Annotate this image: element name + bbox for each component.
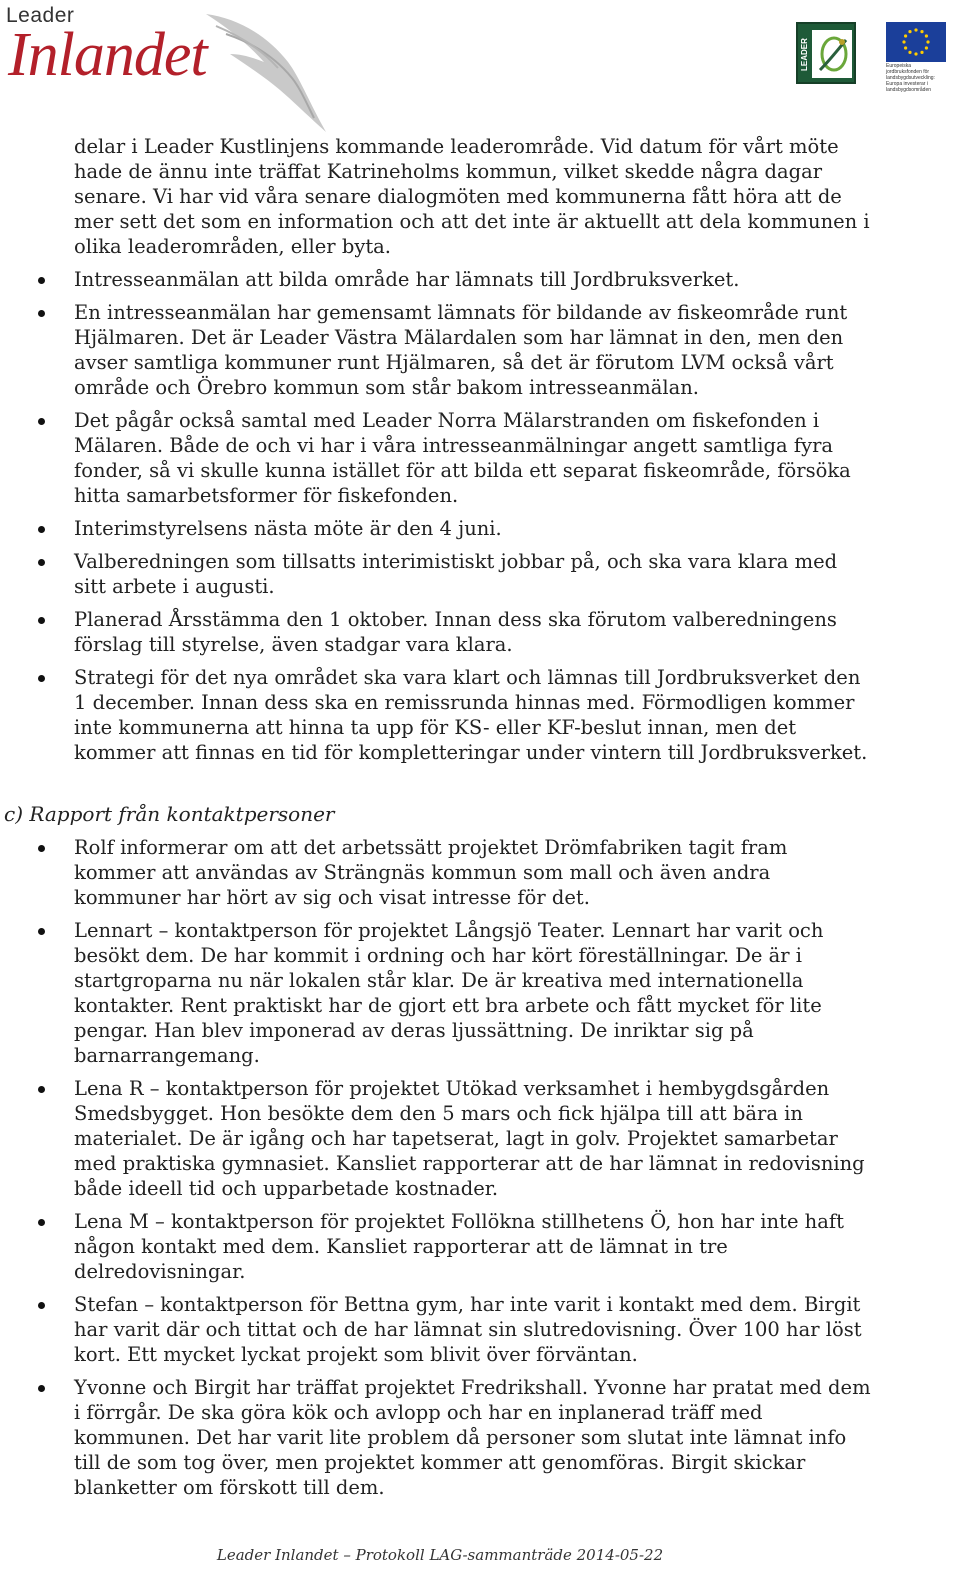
list-item [74,607,874,657]
list-item-text: Planerad Årsstämma den 1 oktober. Innan dess ska förutom valberedningens förslag till styrelse, även stadgar vara klara. [74,608,837,656]
bullet-dot-icon [38,1302,45,1309]
bullet-list-c [0,835,960,1500]
list-item [74,549,874,599]
intro-paragraph: delar i Leader Kustlinjens kommande leaderområde. Vid datum för vårt möte hade de ännu inte träffat Katrineholms kommun, vilket skedde några dagar senare. Vi har vid våra senare dialogmöten med kommunerna fått höra att de mer sett det som en information och att det inte är aktuellt att dela kommunen i olika leaderområden, eller byta. [74,135,870,258]
bullet-dot-icon [38,526,45,533]
leader-emblem [812,30,852,78]
list-item-text: Lena R – kontaktperson för projektet Utökad verksamhet i hembygdsgården Smedsbygget. Hon besökte dem den 5 mars och fick hjälpa till att bära in materialet. De är igång och har tapetserat, lagt in golv. Projektet samarbetar med praktiska gymnasiet. Kansliet rapporterar att de har lämnat in redovisning både ideell tid och upparbetade kostnader. [74,1077,865,1200]
leader-badge-label: LEADER [800,38,809,72]
section-heading: c) Rapport från kontaktpersoner [4,802,335,826]
bullet-dot-icon [38,928,45,935]
list-item-text: Valberedningen som tillsatts interimistiskt jobbar på, och ska vara klara med sitt arbete i augusti. [74,550,838,598]
list-item-text: Lennart – kontaktperson för projektet Långsjö Teater. Lennart har varit och besökt dem. De har kommit i ordning och har kört föreställningar. De är i startgroparna nu när lokalen står klar. De är kreativa med internationella kontakter. Rent praktiskt har de gjort ett bra arbete och fått mycket för lite pengar. Han blev imponerad av deras ljussättning. De inriktar sig på barnarrangemang. [74,919,824,1067]
leader-logo-icon [796,22,856,84]
bullet-list-a [0,267,960,765]
list-item-text: En intresseanmälan har gemensamt lämnats för bildande av fiskeområde runt Hjälmaren. Det är Leader Västra Mälardalen som har lämnat in den, men den avser samtliga kommuner runt Hjälmaren, så det är förutom LVM också vårt område och Örebro kommun som står bakom intresseanmälan. [74,301,848,399]
document-body [0,134,960,1500]
list-item [74,1076,874,1201]
list-item-text: Rolf informerar om att det arbetssätt projektet Drömfabriken tagit fram kommer att användas av Strängnäs kommun som mall och även andra kommuner har hört av sig och visat intresse för det. [74,836,788,909]
list-item [74,918,874,1068]
list-item-text: Lena M – kontaktperson för projektet Follökna stillhetens Ö, hon har inte haft någon kontakt med dem. Kansliet rapporterar att de lämnat in tre delredovisningar. [74,1210,844,1283]
list-item-text: Stefan – kontaktperson för Bettna gym, har inte varit i kontakt med dem. Birgit har varit där och tittat och de har lämnat sin slutredovisning. Över 100 har löst kort. Ett mycket lyckat projekt som blivit över förväntan. [74,1293,862,1366]
bullet-dot-icon [38,559,45,566]
list-item [74,408,874,508]
list-item-text: Strategi för det nya området ska vara klart och lämnas till Jordbruksverket den 1 december. Innan dess ska en remissrunda hinnas med. Förmodligen kommer inte kommunerna att hinna ta upp för KS- eller KF-beslut innan, men det kommer att finnas en tid för kompletteringar under vintern till Jordbruksverket. [74,666,868,764]
eagle-icon [196,4,336,138]
list-item [74,267,874,292]
eu-stars-icon [886,22,946,62]
eu-fund-text: Europeiska jordbruksfonden för landsbygdsutveckling: Europa investerar i landsbygdsområden [886,63,935,93]
list-item [74,665,874,765]
list-item [74,516,874,541]
bullet-dot-icon [38,845,45,852]
bullet-dot-icon [38,617,45,624]
leader-emblem-icon [812,30,852,78]
bullet-dot-icon [38,277,45,284]
bullet-dot-icon [38,1086,45,1093]
list-item-text: Yvonne och Birgit har träffat projektet Fredrikshall. Yvonne har pratat med dem i förrgår. De ska göra kök och avlopp och har en inplanerad träff med kommunen. Det har varit lite problem då personer som slutat inte lämnat info till de som tog över, men projektet kommer att genomföras. Birgit skickar blanketter om förskott till dem. [74,1376,871,1499]
list-item-text: Det pågår också samtal med Leader Norra Mälarstranden om fiskefonden i Mälaren. Både de och vi har i våra intresseanmälningar angett samtliga fyra fonder, så vi skulle kunna istället för att bilda ett separat fiskeområde, försöka hitta samarbetsformer för fiskefonden. [74,409,851,507]
list-item [74,300,874,400]
bullet-dot-icon [38,310,45,317]
bullet-dot-icon [38,675,45,682]
list-item [74,835,874,910]
logo-inlandet-text: Inlandet [8,21,207,89]
bullet-dot-icon [38,418,45,425]
page-footer: Leader Inlandet – Protokoll LAG-sammanträde 2014-05-22 [216,1546,664,1564]
list-item [74,1375,874,1500]
logo-leader-text: Leader [6,4,75,27]
list-item [74,1292,874,1367]
list-item-text: Intresseanmälan att bilda område har lämnats till Jordbruksverket. [74,268,740,291]
page-header [0,0,960,140]
bullet-dot-icon [38,1219,45,1226]
eu-flag-icon [886,22,946,62]
list-item-text: Interimstyrelsens nästa möte är den 4 juni. [74,517,502,540]
bullet-dot-icon [38,1385,45,1392]
list-item [74,1209,874,1284]
